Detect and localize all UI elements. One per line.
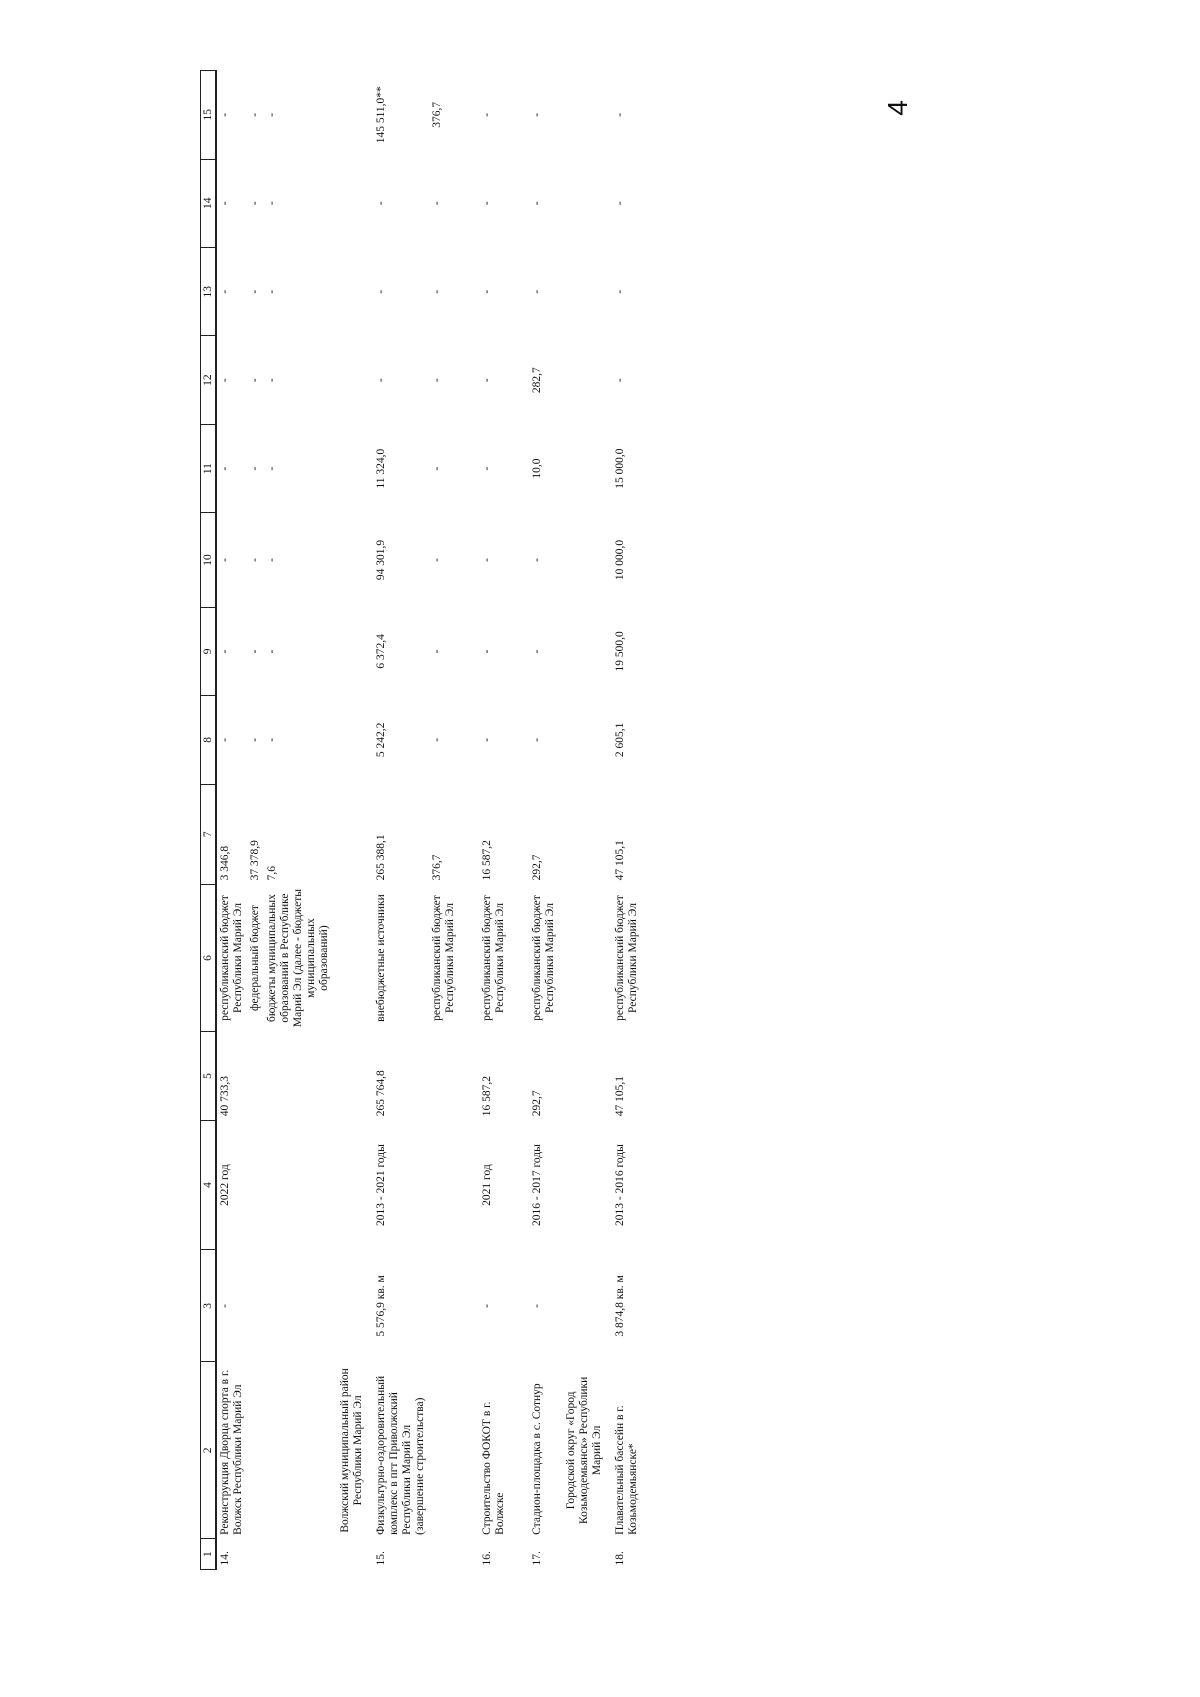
cell: - [219, 558, 231, 562]
cell: - [481, 289, 493, 294]
funding-source: федеральный бюджет [249, 905, 261, 1011]
capacity: - [481, 1304, 493, 1308]
amount: 16 587,2 [481, 840, 493, 881]
col-header: 6 [201, 884, 217, 1031]
cell: - [249, 649, 261, 654]
cell: - [219, 112, 231, 117]
table-row [479, 71, 509, 1570]
section-row [333, 71, 373, 1570]
cell: - [249, 466, 261, 471]
table-row [429, 71, 459, 1570]
cell: - [266, 649, 278, 654]
amount: 292,7 [531, 854, 543, 881]
cell: - [375, 378, 387, 383]
cell: 10 000,0 [614, 539, 626, 581]
cell: - [614, 289, 626, 294]
amount: 3 346,8 [219, 845, 231, 881]
cell: - [249, 558, 261, 562]
funding-source: республиканский бюджет Республики Марий Эл [531, 895, 556, 1021]
cell: - [219, 737, 231, 742]
cell: - [266, 558, 278, 562]
cell: - [431, 201, 443, 206]
cell: - [531, 112, 543, 117]
cell: - [481, 378, 493, 383]
cell: - [531, 289, 543, 294]
cell: 6 372,4 [375, 634, 387, 669]
cell: - [614, 378, 626, 383]
period: 2013 - 2021 годы [375, 1144, 387, 1226]
funding-source: республиканский бюджет Республики Марий Эл [614, 895, 639, 1021]
section-title: Городской округ «Город Козьмодемьянск» Республики Марий Эл [565, 1376, 603, 1525]
object-name: Стадион-площадка в с. Сотнур [531, 1383, 543, 1535]
cell: - [266, 201, 278, 206]
cell: - [219, 649, 231, 654]
capacity: 3 874,8 кв. м [614, 1275, 626, 1337]
table-row [216, 71, 247, 1570]
capacity: - [531, 1304, 543, 1308]
cell: - [249, 112, 261, 117]
cell: - [375, 201, 387, 206]
cell: 15 000,0 [614, 448, 626, 489]
funding-source: республиканский бюджет Республики Марий Эл [481, 895, 506, 1021]
amount: 47 105,1 [614, 840, 626, 881]
col-header: 9 [201, 607, 217, 695]
amount: 7,6 [266, 865, 278, 881]
cell: - [219, 201, 231, 206]
cell: - [531, 558, 543, 562]
cell: - [481, 201, 493, 206]
cell: - [614, 112, 626, 117]
cell: 376,7 [431, 101, 443, 128]
col-header: 3 [201, 1250, 217, 1362]
cell: - [219, 466, 231, 471]
cell: - [431, 558, 443, 562]
cell: - [481, 558, 493, 562]
cell: 94 301,9 [375, 539, 387, 581]
capacity: - [219, 1304, 231, 1308]
col-header: 11 [201, 424, 217, 512]
funding-source: внебюджетные источники [375, 894, 387, 1022]
financing-table [200, 70, 642, 1570]
cell: - [249, 289, 261, 294]
row-number: 18. [614, 1551, 626, 1566]
cell: - [249, 201, 261, 206]
col-header: 14 [201, 159, 217, 247]
section-title: Волжский муниципальный район Республики Марий Эл [339, 1368, 364, 1533]
col-header: 7 [201, 784, 217, 884]
cell: - [266, 289, 278, 294]
object-name: Строительство ФОКОТ в г. Волжске [481, 1401, 506, 1535]
cell: - [531, 649, 543, 654]
cell: - [481, 737, 493, 742]
cell: - [375, 289, 387, 294]
funding-source: республиканский бюджет Республики Марий Эл [431, 895, 456, 1021]
amount: 37 378,9 [249, 840, 261, 881]
cell: 19 500,0 [614, 631, 626, 672]
table-row [264, 71, 333, 1570]
total-cost: 47 105,1 [614, 1075, 626, 1117]
row-number: 16. [481, 1551, 493, 1566]
cell: - [481, 466, 493, 471]
table-row [247, 71, 264, 1570]
cell: - [531, 737, 543, 742]
col-header: 1 [201, 1539, 217, 1570]
cell: - [481, 649, 493, 654]
funding-source: бюджеты муниципальных образований в Республике Марий Эл (далее - бюджеты муниципальных образований) [266, 888, 330, 1028]
funding-source: республиканский бюджет Республики Марий Эл [219, 895, 244, 1021]
cell: - [219, 378, 231, 383]
period: 2016 - 2017 годы [531, 1144, 543, 1226]
total-cost: 16 587,2 [481, 1075, 493, 1117]
table-row [373, 71, 429, 1570]
cell: - [431, 649, 443, 654]
section-row [559, 71, 612, 1570]
cell: 145 511,0** [375, 86, 387, 144]
cell: - [249, 378, 261, 383]
cell: - [266, 466, 278, 471]
cell: 10,0 [531, 458, 543, 479]
cell: - [249, 737, 261, 742]
col-header: 8 [201, 696, 217, 784]
column-number-header [201, 71, 217, 1570]
cell: - [431, 378, 443, 383]
row-number: 15. [375, 1551, 387, 1566]
cell: - [481, 112, 493, 117]
table-row [612, 71, 642, 1570]
cell: - [266, 112, 278, 117]
col-header: 4 [201, 1120, 217, 1250]
cell: - [431, 737, 443, 742]
cell: 5 242,2 [375, 722, 387, 758]
capacity: 5 576,9 кв. м [375, 1275, 387, 1337]
col-header: 12 [201, 336, 217, 424]
amount: 265 388,1 [375, 834, 387, 881]
col-header: 5 [201, 1032, 217, 1120]
cell: - [431, 289, 443, 294]
period: 2021 год [481, 1164, 493, 1206]
period: 2022 год [219, 1164, 231, 1206]
cell: - [531, 201, 543, 206]
amount: 376,7 [431, 854, 443, 881]
cell: 282,7 [531, 367, 543, 394]
cell: 2 605,1 [614, 722, 626, 758]
cell: - [614, 201, 626, 206]
page-number: 4 [881, 100, 913, 116]
cell: 11 324,0 [375, 448, 387, 489]
object-name: Плавательный бассейн в г. Козьмодемьянске* [614, 1405, 639, 1535]
cell: - [266, 378, 278, 383]
period: 2013 - 2016 годы [614, 1144, 626, 1226]
total-cost: 40 733,3 [219, 1075, 231, 1117]
col-header: 2 [201, 1362, 217, 1539]
col-header: 13 [201, 247, 217, 335]
rotated-table-stage [200, 70, 920, 1570]
object-name: Реконструкция Дворца спорта в г. Волжск Республики Марий Эл [219, 1369, 244, 1535]
col-header: 10 [201, 513, 217, 607]
col-header: 15 [201, 71, 217, 160]
cell: - [431, 466, 443, 471]
cell: - [219, 289, 231, 294]
table-row [529, 71, 559, 1570]
total-cost: 265 764,8 [375, 1070, 387, 1117]
row-number: 17. [531, 1551, 543, 1566]
object-name: Физкультурно-оздоровительный комплекс в пгт Приволжский Республики Марий Эл (завершение строительства) [375, 1375, 426, 1535]
cell: - [266, 737, 278, 742]
row-number: 14. [219, 1551, 231, 1566]
total-cost: 292,7 [531, 1090, 543, 1117]
